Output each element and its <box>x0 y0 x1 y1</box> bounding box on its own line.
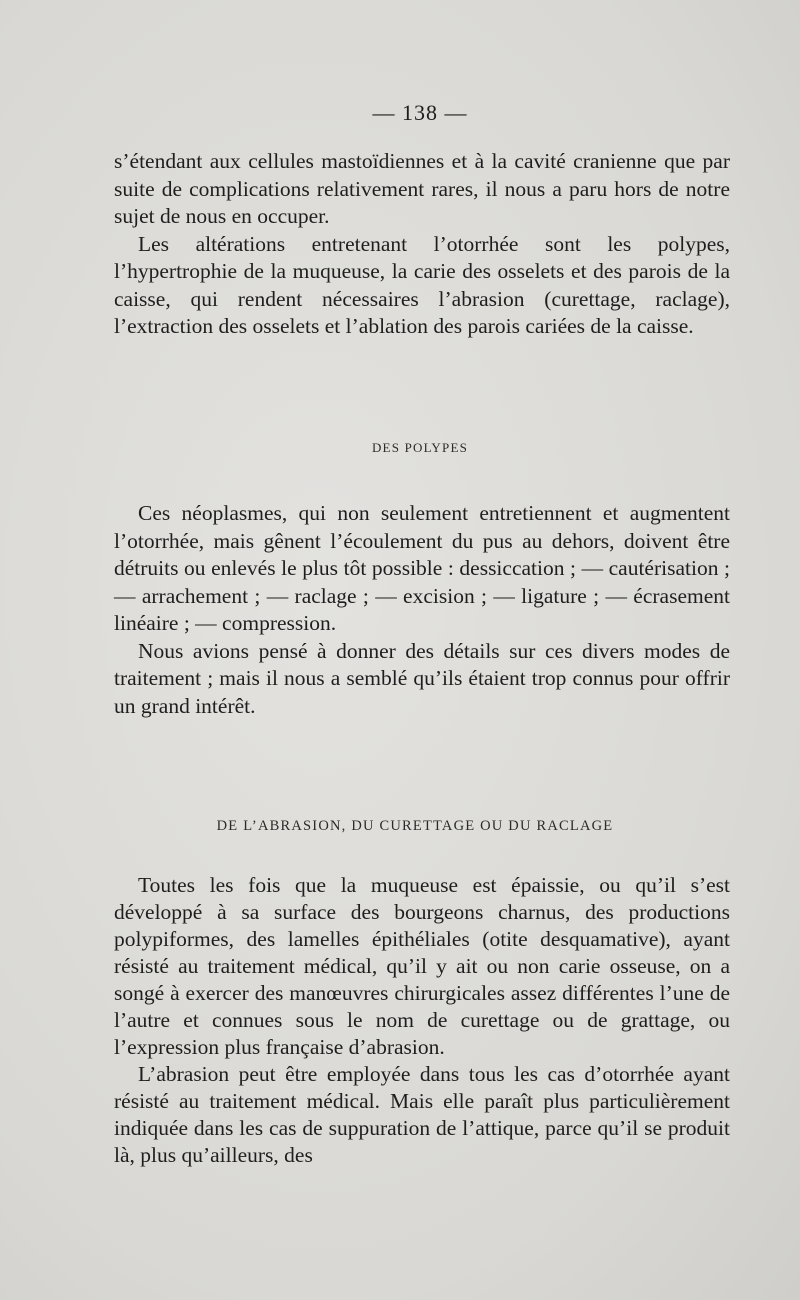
section-heading: DE L’ABRASION, DU CURETTAGE OU DU RACLAGE <box>216 818 614 834</box>
text-block-polypes <box>114 500 730 720</box>
text-block-intro <box>114 148 730 341</box>
paragraph: Ces néoplasmes, qui non seulement entretiennent et augmentent l’otorrhée, mais gênent l’écoulement du pus au dehors, doivent être détruits ou enlevés le plus tôt possible : dessiccation ; — cautérisation ; — arrachement ; — raclage ; — excision ; — ligature ; — écrasement linéaire ; — compression. <box>114 501 730 635</box>
section-heading: DES POLYPES <box>371 440 469 455</box>
paragraph: Toutes les fois que la muqueuse est épaissie, ou qu’il s’est développé à sa surface des bourgeons charnus, des productions polypiformes, des lamelles épithéliales (otite desquamative), ayant résisté au traitement médical, qu’il y ait ou non carie osseuse, on a songé à exercer des manœuvres chirurgicales assez différentes l’une de l’autre et connues sous le nom de curettage ou de grattage, ou l’expression plus française d’abrasion. <box>114 873 730 1059</box>
paragraph: Les altérations entretenant l’otorrhée sont les polypes, l’hypertrophie de la muqueuse, la carie des osselets et des parois de la caisse, qui rendent nécessaires l’abrasion (curettage, raclage), l’extraction des osselets et l’ablation des parois cariées de la caisse. <box>114 231 730 338</box>
text-block-abrasion <box>114 872 730 1169</box>
paragraph: L’abrasion peut être employée dans tous les cas d’otorrhée ayant résisté au traitement médical. Mais elle paraît plus particulièrement indiquée dans les cas de suppuration de l’attique, parce qu’il se produit là, plus qu’ailleurs, des <box>114 1062 730 1167</box>
paragraph: s’étendant aux cellules mastoïdiennes et à la cavité cranienne que par suite de complications relativement rares, il nous a paru hors de notre sujet de nous en occuper. <box>114 149 730 228</box>
page-number: — 138 — <box>372 100 468 125</box>
paragraph: Nous avions pensé à donner des détails sur ces divers modes de traitement ; mais il nous a semblé qu’ils étaient trop connus pour offrir un grand intérêt. <box>114 638 730 718</box>
